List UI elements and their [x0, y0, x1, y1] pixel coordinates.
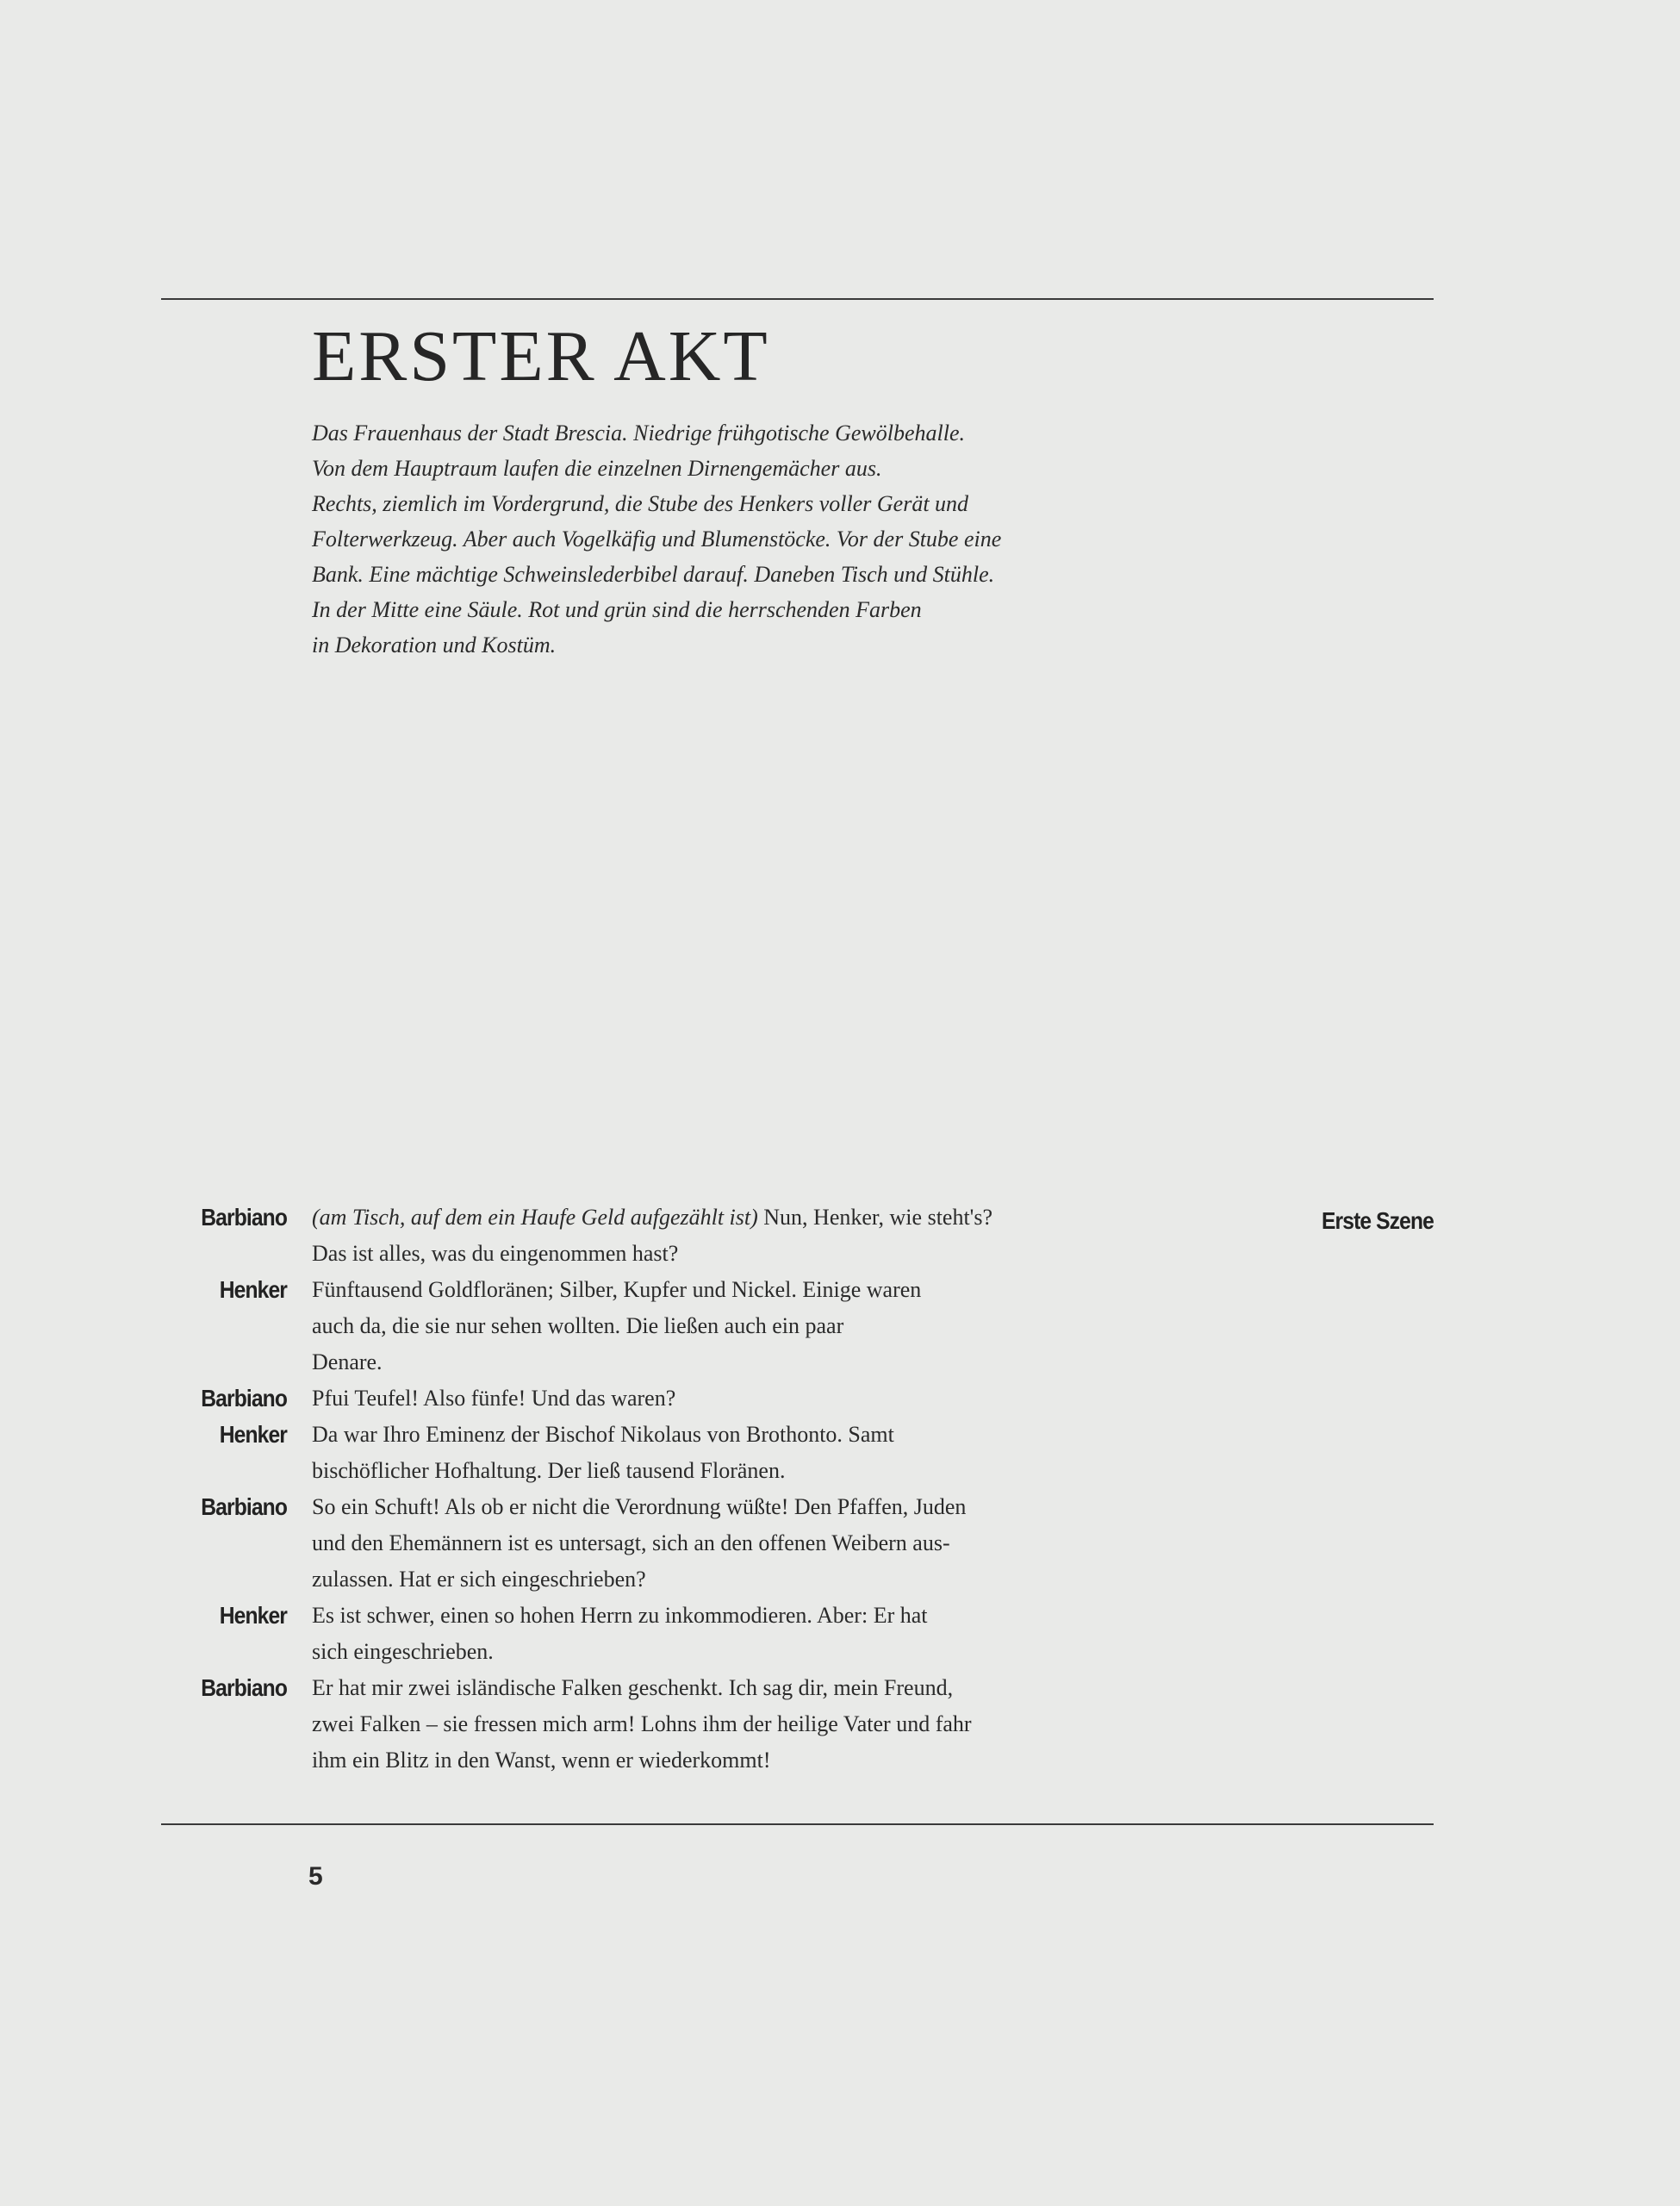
speaker-name: Henker — [219, 1421, 287, 1448]
speech-block — [161, 1200, 1126, 1272]
speech-line: Da war Ihro Eminenz der Bischof Nikolaus von Brothonto. Samt — [312, 1422, 894, 1447]
speech-line: Fünftausend Goldfloränen; Silber, Kupfer und Nickel. Einige waren — [312, 1277, 922, 1302]
scene-label: Erste Szene — [1321, 1207, 1434, 1234]
speech-block — [161, 1417, 1126, 1489]
speech-line: zwei Falken – sie fressen mich arm! Lohns ihm der heilige Vater und fahr — [312, 1711, 972, 1736]
stage-direction-line: Folterwerkzeug. Aber auch Vogelkäfig und Blumenstöcke. Vor der Stube eine — [312, 527, 1002, 552]
bottom-rule — [161, 1823, 1434, 1825]
speaker-name: Barbiano — [201, 1204, 287, 1231]
speech-text: Nun, Henker, wie steht's? — [757, 1205, 993, 1230]
speaker-name: Barbiano — [201, 1385, 287, 1411]
stage-direction-line: Bank. Eine mächtige Schweinslederbibel darauf. Daneben Tisch und Stühle. — [312, 562, 995, 587]
speech-line: Pfui Teufel! Also fünfe! Und das waren? — [312, 1386, 676, 1411]
speech-block — [161, 1380, 1126, 1417]
speech-block — [161, 1272, 1126, 1380]
speech-block — [161, 1598, 1126, 1670]
dialogue — [161, 1200, 1126, 1779]
act-title: ERSTER AKT — [312, 316, 770, 396]
stage-direction — [312, 415, 1087, 663]
speech-line: Das ist alles, was du eingenommen hast? — [312, 1241, 679, 1266]
stage-direction-line: Das Frauenhaus der Stadt Brescia. Niedrige frühgotische Gewölbehalle. — [312, 421, 965, 446]
speech-block — [161, 1670, 1126, 1779]
top-rule — [161, 298, 1434, 300]
stage-direction-line: in Dekoration und Kostüm. — [312, 633, 557, 657]
speech-line: So ein Schuft! Als ob er nicht die Verordnung wüßte! Den Pfaffen, Juden — [312, 1494, 967, 1519]
inline-stage-direction: (am Tisch, auf dem ein Haufe Geld aufgezählt ist) — [312, 1205, 758, 1230]
stage-direction-line: Von dem Hauptraum laufen die einzelnen Dirnengemächer aus. — [312, 456, 882, 481]
speech-line: Es ist schwer, einen so hohen Herrn zu inkommodieren. Aber: Er hat — [312, 1603, 928, 1628]
speech-line: sich eingeschrieben. — [312, 1639, 494, 1664]
speaker-name: Henker — [219, 1276, 287, 1303]
stage-direction-line: In der Mitte eine Säule. Rot und grün sind die herrschenden Farben — [312, 597, 922, 622]
speech-line — [312, 1200, 1126, 1236]
speech-line: auch da, die sie nur sehen wollten. Die ließen auch ein paar — [312, 1313, 844, 1338]
speech-line: und den Ehemännern ist es untersagt, sich an den offenen Weibern aus- — [312, 1530, 950, 1555]
speech-block — [161, 1489, 1126, 1598]
speech-line: zulassen. Hat er sich eingeschrieben? — [312, 1567, 646, 1592]
speech-line: Er hat mir zwei isländische Falken geschenkt. Ich sag dir, mein Freund, — [312, 1675, 954, 1700]
speaker-name: Barbiano — [201, 1674, 287, 1701]
speech-line: bischöflicher Hofhaltung. Der ließ tausend Floränen. — [312, 1458, 786, 1483]
speech-line: Denare. — [312, 1349, 383, 1374]
speaker-name: Barbiano — [201, 1493, 287, 1520]
speaker-name: Henker — [219, 1602, 287, 1629]
speech-line: ihm ein Blitz in den Wanst, wenn er wiederkommt! — [312, 1748, 771, 1773]
stage-direction-line: Rechts, ziemlich im Vordergrund, die Stube des Henkers voller Gerät und — [312, 491, 969, 516]
page-number: 5 — [308, 1862, 323, 1891]
